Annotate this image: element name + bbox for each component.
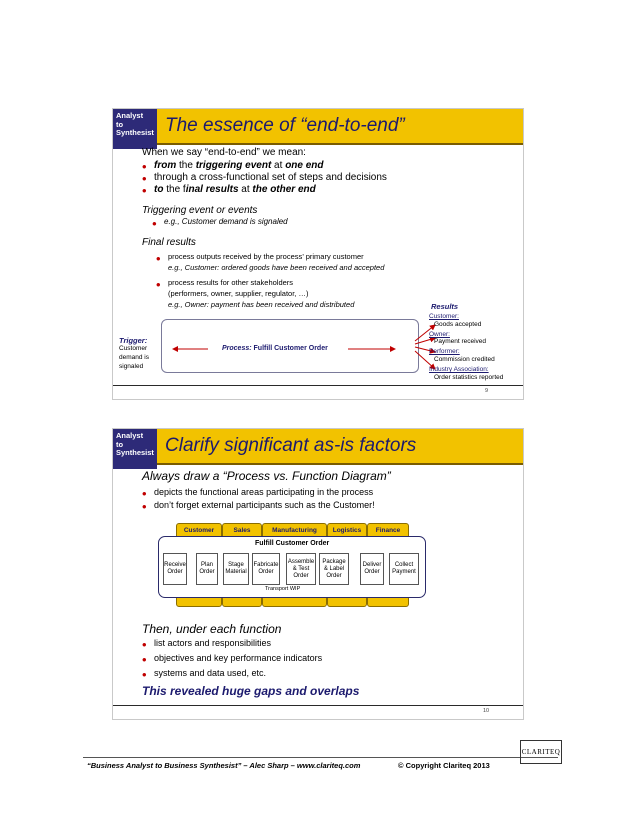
trigger-label: Trigger: [119, 336, 148, 345]
slide-1 [112, 108, 524, 400]
bullet-1: • from the triggering event at one end [154, 160, 324, 171]
step-stage-material: Stage Material [223, 553, 249, 585]
result-what-3: Commission credited [434, 356, 495, 363]
function-sales: Sales [222, 523, 262, 607]
bullet-2: • through a cross-functional set of steps and decisions [154, 172, 387, 183]
footer-left: “Business Analyst to Business Synthesist” – Alec Sharp – www.clariteq.com [87, 761, 361, 770]
then-bullet-1: • list actors and responsibilities [154, 638, 271, 648]
closing-statement: This revealed huge gaps and overlaps [142, 684, 360, 698]
step-deliver-order: Deliver Order [360, 553, 384, 585]
trigger-example: • e.g., Customer demand is signaled [164, 217, 288, 226]
result-who-4: Industry Association: [429, 366, 489, 373]
footer-line [83, 757, 558, 758]
slide-2-page-number: 10 [483, 708, 490, 714]
diagram-heading: Always draw a “Process vs. Function Diagram” [142, 469, 391, 483]
result-what-2: Payment received [434, 338, 487, 345]
step-collect-payment: Collect Payment [389, 553, 419, 585]
diagram-bullet-2: • don’t forget external participants such as the Customer! [154, 500, 375, 510]
function-logistics: Logistics [327, 523, 367, 607]
clariteq-logo [520, 740, 562, 764]
footer-right: © Copyright Clariteq 2013 [398, 761, 490, 770]
final-bullet-1-example: e.g., Customer: ordered goods have been received and accepted [168, 263, 385, 272]
step-receive-order: Receive Order [163, 553, 187, 585]
step-fabricate-order: Fabricate Order [252, 553, 280, 585]
process-label: Process: Fulfill Customer Order [222, 345, 328, 352]
logo-text: CLARITEQ [521, 748, 561, 756]
trigger-line-2: demand is [119, 354, 149, 361]
then-bullet-3: • systems and data used, etc. [154, 668, 266, 678]
result-who-2: Owner: [429, 331, 450, 338]
result-what-1: Goods accepted [434, 321, 482, 328]
slide-1-bottom-line [113, 385, 523, 386]
function-finance: Finance [367, 523, 409, 607]
final-bullet-2-line2: (performers, owner, supplier, regulator, …) [168, 289, 309, 298]
slide-2-bottom-line [113, 705, 523, 706]
result-who-3: Performer: [429, 348, 460, 355]
step-assemble-test: Assemble & Test Order [286, 553, 316, 585]
then-heading: Then, under each function [142, 622, 282, 636]
step-plan-order: Plan Order [196, 553, 218, 585]
process-title: Fulfill Customer Order [255, 540, 330, 547]
results-heading: Results [431, 302, 459, 311]
diagram-bullet-1: • depicts the functional areas participating in the process [154, 487, 373, 497]
transport-wip: Transport WIP [265, 586, 301, 592]
step-package-label: Package & Label Order [319, 553, 349, 585]
bullet-3: • to the final results at the other end [154, 184, 316, 195]
slide-2-title: Clarify significant as-is factors [165, 435, 417, 456]
result-who-1: Customer: [429, 313, 459, 320]
function-manufacturing: Manufacturing [262, 523, 327, 607]
final-heading: Final results [142, 237, 196, 248]
trigger-heading: Triggering event or events [142, 205, 258, 216]
final-bullet-1: • process outputs received by the process’ primary customer [168, 252, 364, 261]
result-what-4: Order statistics reported [434, 374, 504, 381]
slide-2 [112, 428, 524, 720]
trigger-line-3: signaled [119, 363, 144, 370]
trigger-line-1: Customer [119, 345, 148, 352]
slide-1-title: The essence of “end-to-end” [165, 115, 405, 136]
function-customer: Customer [176, 523, 222, 607]
final-bullet-2: • process results for other stakeholders [168, 278, 293, 287]
intro-text: When we say “end-to-end” we mean: [142, 147, 306, 158]
slide-1-badge: Analyst to Synthesist [113, 109, 157, 149]
slide-1-page-number: 9 [485, 388, 489, 394]
then-bullet-2: • objectives and key performance indicators [154, 653, 322, 663]
final-bullet-2-example: e.g., Owner: payment has been received and distributed [168, 300, 355, 309]
slide-2-badge: Analyst to Synthesist [113, 429, 157, 469]
